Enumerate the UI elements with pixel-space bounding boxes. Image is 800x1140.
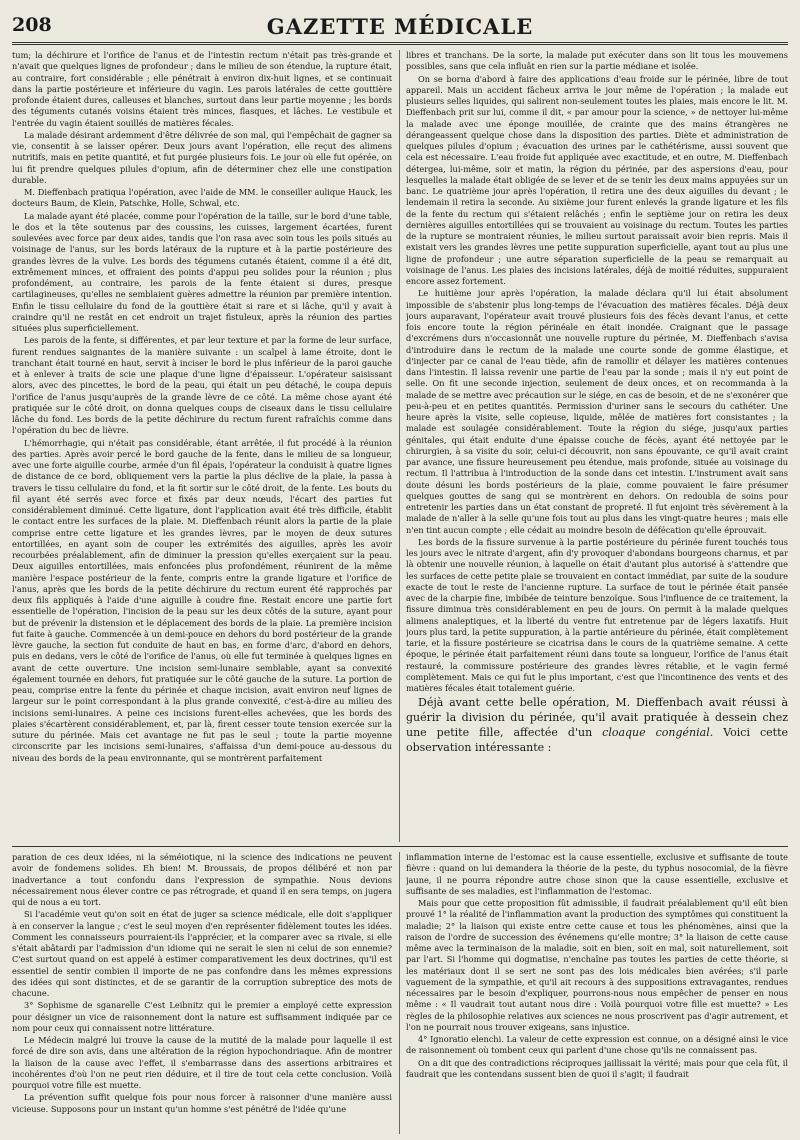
page-header xyxy=(12,14,788,39)
paragraph: Si l'académie veut qu'on soit en état de juger sa science médicale, elle doit s'appliquer à en conserver la langue ; c'est le seul moyen d'en représenter fidèlement toutes les idées. Comment les connaisseurs pourraient-ils l'apprécier, et la comparer avec sa rivale, si elle s'était abâtardi par l'admission d'un idiome qui ne serait le sien ni celui de son ennemie? C'est surtout quand on est appelé à estimer comparativement les deux doctrines, qu'il est essentiel de sentir combien il importe de ne pas confondre dans les mêmes expressions des idées qui sont distinctes, et de se garantir de la corruption subreptice des mots de chacune. xyxy=(12,909,392,998)
paragraph: Mais pour que cette proposition fût admissible, il faudrait préalablement qu'il eût bien prouvé 1° la réalité de l'inflammation avant la production des symptômes qui constituent la maladie; 2° la liaison qui existe entre cette cause et tous les phénomènes, ainsi que la raison de l'ordre de succession des événemens qu'elle montre; 3° la liaison de cette cause même avec la terminaison de la maladie, soit en bien, soit en mal, soit naturellement, soit par l'art. Si l'homme qui dogmatise, n'enchaîne pas toutes les parties de cette théorie, si les matériaux dont il se sert ne sont pas des lois médicales bien avérées; s'il parle vaguement de la sympathie, et qu'il ait recours à des suppositions extravagantes, rendues nécessaires par le besoin d'expliquer, pourrons-nous nous empêcher de penser en nous même : « Il vaudrait tout autant nous dire : Voilà pourquoi votre fille est muette? » Les règles de la philosophie relatives aux sciences ne nous proscrivent pas d'agir autrement, et l'on ne pourrait nous trouver exigeans, sans injustice. xyxy=(406,898,788,1032)
paragraph: On se borna d'abord à faire des applications d'eau froide sur le périnée, libre de tout appareil. Mais un accident fâcheux arriva le jour même de l'opération ; la malade eut plusieurs selles liquides, qui salirent non-seulement toutes les plaies, mais encore le lit. M. Dieffenbach prit sur lui, comme il dit, « par amour pour la science, » de nettoyer lui-même la malade avec une éponge mouillée, de crainte que des mains étrangères ne dérangeassent quelque chose dans la disposition des parties. Diète et administration de quelques pilules d'opium ; évacuation des urines par le cathétérisme, aussi souvent que cela est nécessaire. L'eau froide fut appliquée avec exactitude, et en outre, M. Dieffenbach détergea, lui-même, soir et matin, la région du périnée, par des aspersions d'eau, pour lesquelles la malade était obligée de se lever et de se tenir les deux mains appuyées sur un banc. Le quatrième jour après l'opération, il retira une des deux aiguilles du devant ; le lendemain il retira la seconde. Au sixième jour furent enlevés la grande ligature et les fils de la fente du rectum qui s'étaient relâchés ; enfin le septième jour on retira les deux dernières aiguilles entortillées qui se trouvaient au voisinage du rectum. Toutes les parties de la rupture se montraient réunies, le milieu surtout paraissait avoir bien repris. Mais il existait vers les grandes lèvres une petite suppuration superficielle, ayant tout au plus une ligne de profondeur ; une autre séparation superficielle de la peau se remarquait au voisinage de l'anus. Les plaies des incisions latérales, déjà de moitié réduites, suppuraient encore assez fortement. xyxy=(406,73,788,286)
observation-intro xyxy=(406,695,788,755)
paragraph: La prévention suffit quelque fois pour nous forcer à raisonner d'une manière aussi vicieuse. Supposons pour un instant qu'un homme s'est pénétré de l'idée qu'une xyxy=(12,1092,392,1114)
intro-text-end: . Voici cette observation intéressante : xyxy=(406,726,788,755)
header-rule-thin xyxy=(12,44,788,45)
paragraph: Les bords de la fissure survenue à la partie postérieure du périnée furent touchés tous les jours avec le nitrate d'argent, afin d'y provoquer d'abondans bourgeons charnus, et par là obtenir une nouvelle réunion, à laquelle on était d'autant plus autorisé à s'attendre que les surfaces de cette petite plaie se trouvaient en contact immédiat, par suite de la soudure exacte de tout le reste de l'ancienne rupture. La surface de tout le périnée était pansée avec de la charpie fine, imbibée de teinture benzoïque. Sous l'influence de ce traitement, la fissure diminua très considérablement en peu de jours. On permit à la malade quelques alimens analeptiques, et la liberté du ventre fut entretenue par de légers laxatifs. Huit jours plus tard, la petite suppuration, à la partie antérieure du périnée, était complètement tarie, et la fissure postérieure se cicatrisa dans le cours de la quatrième semaine. A cette époque, le périnée était parfaitement réuni dans toute sa longueur, l'orifice de l'anus était restauré, la commissure postérieure des grandes lèvres rétablie, et le vagin fermé complètement. Mais ce qui fut le plus important, c'est que l'incontinence des vents et des matières fécales était totalement guérie. xyxy=(406,536,788,693)
paragraph: L'hémorrhagie, qui n'était pas considérable, étant arrêtée, il fut procédé à la réunion des parties. Après avoir percé le bord gauche de la fente, dans le milieu de sa longueur, avec une forte aiguille courbe, armée d'un fil épais, l'opérateur la conduisit à quatre lignes de distance de ce bord, obliquement vers la partie la plus déclive de la plaie, la passa à travers le tissu cellulaire du fond, et la fit sortir sur le côté droit, de la fente. Les bouts du fil ayant été serrés avec force et fixés par deux nœuds, l'écart des parties fut considérablement diminué. Cette ligature, dont l'application avait été très difficile, établit le contact entre les surfaces de la plaie. M. Dieffenbach réunit alors la partie de la plaie comprise entre cette ligature et les grandes lèvres, par le moyen de deux sutures entortillées, en ayant soin de couper les extrémités des aiguilles, après les avoir recourbées préalablement, afin de diminuer la pression qu'elles exerçaient sur la peau. Deux aiguilles entortillées, mais enfoncées plus profondément, réunirent de la même manière l'espace postérieur de la fente, compris entre la grande ligature et l'orifice de l'anus, après que les bords de la petite déchirure du rectum eurent été rapprochés par deux fils appliqués à l'aide d'une aiguille à coudre fine. Restait encore une partie fort essentielle de l'opération, l'incision de la peau sur les deux côtés de la suture, ayant pour but de prévenir la distension et le déplacement des bords de la plaie. La première incision fut faite à gauche. Commencée à un demi-pouce en dehors du bord postérieur de la grande lèvre gauche, la section fut conduite de haut en bas, en forme d'arc, d'abord en dehors, puis en dedans, vers le côté de l'orifice de l'anus, où elle fut terminée à quelques lignes en avant de cette ouverture. Une incision semi-lunaire semblable, ayant sa convexité également tournée en dehors, fut pratiquée sur le côté gauche de la suture. La portion de peau, comprise entre la fente du périnée et chaque incision, avait environ neuf lignes de largeur sur le point correspondant à la plus grande convexité, c'est-à-dire au milieu des incisions semi-lunaires. A peine ces incisions furent-elles achevées, que les bords des plaies s'écartèrent considérablement, et, par là, firent cesser toute tension exercée sur la suture du périnée. Mais cet avantage ne fut pas le seul ; toute la partie moyenne circonscrite par les incisions semi-lunaires, s'affaissa d'un demi-pouce au-dessous du niveau des bords de la peau environnante, qui se montrèrent parfaitement xyxy=(12,437,392,763)
paragraph: inflammation interne de l'estomac est la cause essentielle, exclusive et suffisante de toute fièvre : quand on lui demandera la théorie de la peste, du typhus nosocomial, de la fièvre jaune, il ne pourra répondre autre chose sinon que la cause essentielle, exclusive et suffisante de ses maladies, est l'inflammation de l'estomac. xyxy=(406,852,788,896)
paragraph: La malade désirant ardemment d'être délivrée de son mal, qui l'empêchait de gagner sa vie, consentit à se laisser opérer. Deux jours avant l'opération, elle reçut des alimens nutritifs, mais en petite quantité, et fut purgée plusieurs fois. Le jour où elle fut opérée, on lui fit prendre quelques pilules d'opium, afin de déterminer chez elle une constipation durable. xyxy=(12,129,392,185)
paragraph: La malade ayant été placée, comme pour l'opération de la taille, sur le bord d'une table, le dos et la tête soutenus par des coussins, les cuisses, largement écartées, furent soulevées avec force par deux aides, tandis que l'on rasa avec soin tous les poils situés au voisinage de l'anus, sur les bords latéraux de la rupture et à la partie postérieure des grandes lèvres de la vulve. Les bords des tégumens cutanés étaient, comme il a été dit, extrêmement minces, et offraient des points d'appui peu solides pour la réunion ; plus profondément, au contraire, les parois de la fente étaient si dures, presque cartilagineuses, qu'elles ne semblaient guères admettre la réunion par première intention. Enfin le tissu cellulaire du fond de la gouttière était si rare et si lâche, qu'il y avait à craindre qu'il ne restât en cet endroit un trajet fistuleux, après la réunion des parties situées plus superficiellement. xyxy=(12,210,392,333)
column-divider xyxy=(399,50,400,842)
paragraph: 4° Ignoratio elenchi. La valeur de cette expression est connue, on a désigné ainsi le vice de raisonnement où tombent ceux qui parlent d'une chose qu'ils ne connaissent pas. xyxy=(406,1034,788,1056)
article-column-right xyxy=(406,50,788,842)
paragraph: paration de ces deux idées, ni la séméiotique, ni la science des indications ne peuvent avoir de fondemens solides. Eh bien! M. Broussais, de propos délibéré et non par inadvertance a tout confondu dans l'expression de sympathie. Nous devions nécessairement nous élever contre ce pas rétrograde, et quand il en sera temps, on jugera qui de nous a eu tort. xyxy=(12,852,392,907)
intro-italic: cloaque congénial xyxy=(602,726,710,740)
paragraph: Le huitième jour après l'opération, la malade déclara qu'il lui était absolument impossible de s'abstenir plus long-temps de l'évacuation des matières fécales. Déjà deux jours auparavant, l'opérateur avait trouvé plusieurs fois des fécès devant l'anus, et cette fois encore toute la région périnéale en était inondée. Craignant que le passage d'excrémens durs n'occasionnât une nouvelle rupture du périnée, M. Dieffenbach s'avisa d'introduire dans le rectum de la malade une courte sonde de gomme élastique, et d'injecter par ce canal de l'eau tiède, afin de ramollir et délayer les matières contenues dans l'intestin. Il laissa revenir une partie de l'eau par la sonde ; mais il n'y eut point de selle. On fit une seconde injection, seulement de deux onces, et on recommanda à la malade de se mettre avec précaution sur le siége, en cas de besoin, et de ne s'exonérer que peu-à-peu et en petites quantités. Permission d'uriner sans le secours du cathéter. Une heure après la visite, selle copieuse, liquide, mêlée de matières fort consistantes ; la malade est soulagée considérablement. Toute la région du siége, jusqu'aux parties génitales, qui était enduite d'une épaisse couche de fécès, ayant été nettoyée par le chirurgien, à sa visite du soir, celui-ci découvrit, non sans épouvante, ce qu'il avait craint par avance, une fissure heureusement peu étendue, mais profonde, située au voisinage du rectum. Il l'attribua à l'introduction de la sonde dans cet intestin. L'instrument avait sans doute désuni les bords postérieurs de la plaie, comme pouvaient le faire présumer quelques gouttes de sang qui se montrèrent en dehors. On redoubla de soins pour entretenir les parties dans un état constant de propreté. Il fut enjoint très sévèrement à la malade de n'aller à la selle qu'une fois tout au plus dans les vingt-quatre heures ; mais elle n'en tint aucun compte ; elle cédait au moindre besoin de défécation qu'elle éprouvait. xyxy=(406,288,788,535)
column-divider-lower xyxy=(399,852,400,1134)
paragraph: Les parois de la fente, si différentes, et par leur texture et par la forme de leur surface, furent rendues saignantes de la manière suivante : un scalpel à lame étroite, dont le tranchant était tourné en haut, servit à inciser le bord le plus inférieur de la paroi gauche et à enlever à traits de scie une plaque d'une ligne d'épaisseur. L'opérateur saisissant alors, avec des pincettes, le bord de la peau, qui était un peu détaché, le coupa depuis l'orifice de l'anus jusqu'auprès de la grande lèvre de ce côté. La même chose ayant été pratiquée sur le côté droit, on donna quelques coups de ciseaux dans le tissu cellulaire lâche du fond. Les bords de la petite déchirure du rectum furent rafraîchis comme dans l'opération du bec de lièvre. xyxy=(12,335,392,436)
paragraph: M. Dieffenbach pratiqua l'opération, avec l'aide de MM. le conseiller aulique Hauck, les docteurs Baum, de Klein, Patschke, Holle, Schwal, etc. xyxy=(12,187,392,209)
paragraph: tum; la déchirure et l'orifice de l'anus et de l'intestin rectum n'était pas très-grande et n'avait que quelques lignes de profondeur ; dans le milieu de son étendue, la rupture était, au contraire, fort considérable ; elle pénétrait à environ dix-huit lignes, et se continuait dans la partie postérieure et inférieure du vagin. Les parois latérales de cette gouttière profonde étaient dures, calleuses et blanches, surtout dans leur partie moyenne ; les bords des téguments cutanés voisins étaient très minces, flasques, et lâches. Le vestibule et l'entrée du vagin étaient souillés de matières fécales. xyxy=(12,50,392,128)
page-number: 208 xyxy=(12,14,52,36)
paragraph: Le Médecin malgré lui trouve la cause de la mutité de la malade pour laquelle il est forcé de dire son avis, dans une altération de la région hypochondriaque. Afin de montrer la liaison de la cause avec l'effet, il s'embarrasse dans des assertions arbitraires et incohérentes d'où l'on ne peut rien déduire, et il tire de tout cela cette conclusion. Voilà pourquoi votre fille est muette. xyxy=(12,1035,392,1090)
paragraph: libres et tranchans. De la sorte, la malade put exécuter dans son lit tous les mouvemens possibles, sans que cela influât en rien sur la partie médiane et isolée. xyxy=(406,50,788,72)
section-divider xyxy=(12,846,788,847)
article-column-left xyxy=(12,50,392,842)
journal-title: GAZETTE MÉDICALE xyxy=(266,14,534,39)
header-rule xyxy=(12,42,788,43)
feuilleton-column-right xyxy=(406,852,788,1134)
paragraph: 3° Sophisme de sganarelle C'est Leibnitz qui le premier a employé cette expression pour désigner un vice de raisonnement dont la nature est suffisamment indiquée par ce nom pour ceux qui connaissent notre littérature. xyxy=(12,1000,392,1033)
feuilleton-column-left xyxy=(12,852,392,1134)
intro-text: Déjà avant cette belle opération, M. Dieffenbach avait réussi à guérir la division du périnée, qu'il avait pratiquée à dessein chez une petite fille, affectée d'un xyxy=(406,696,788,740)
paragraph: On a dit que des contradictions réciproques jaillissait la vérité; mais pour que cela fût, il faudrait que les contendans sussent bien de quoi il s'agit; il faudrait xyxy=(406,1057,788,1079)
